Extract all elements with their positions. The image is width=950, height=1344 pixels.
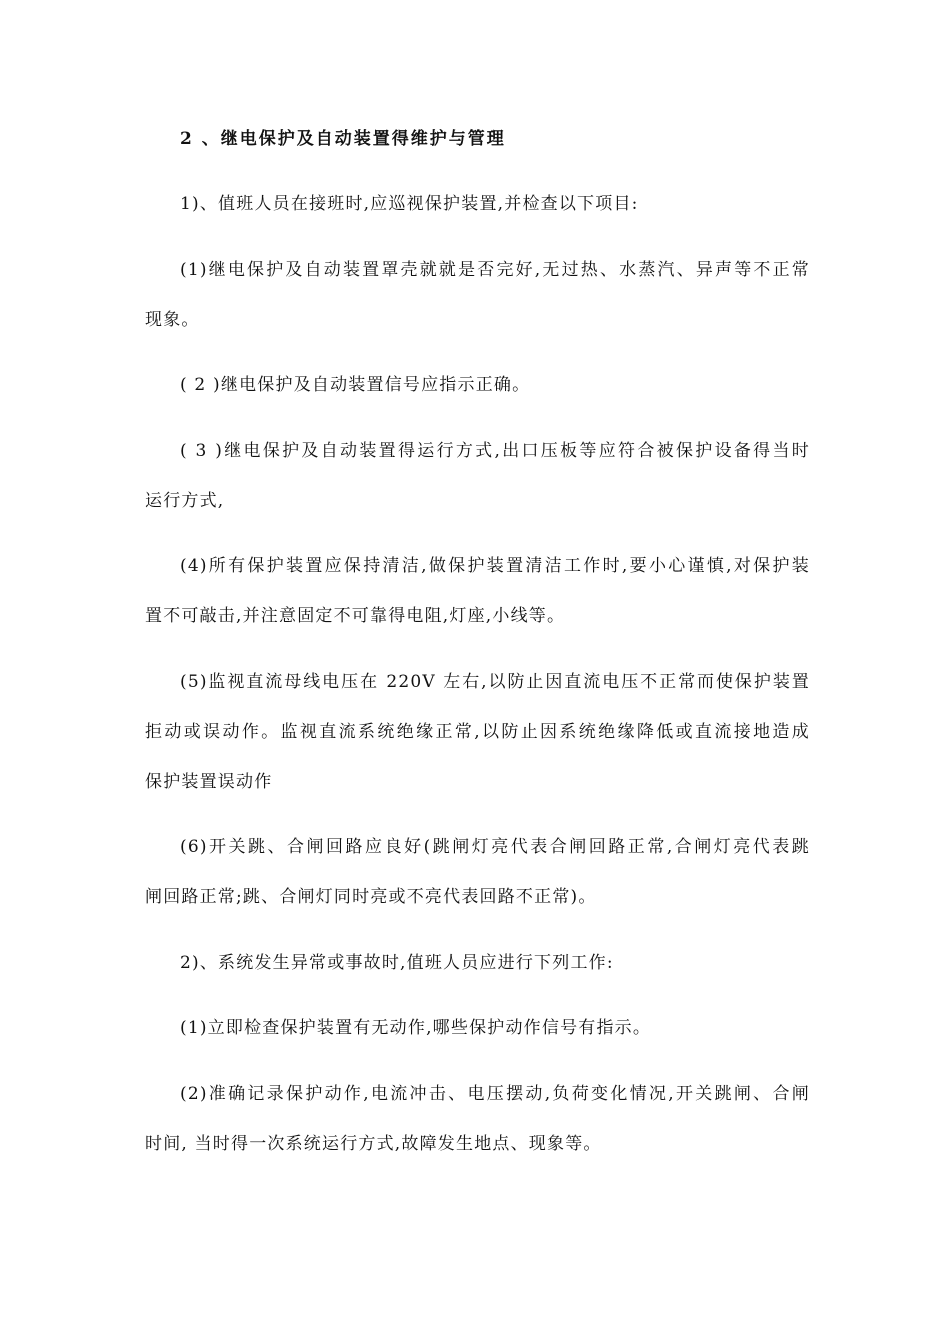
paragraph-line: 闸回路正常;跳、合闸灯同时亮或不亮代表回路不正常)。: [145, 887, 597, 907]
paragraph-line: (1)立即检查保护装置有无动作,哪些保护动作信号有指示。: [180, 1018, 652, 1038]
paragraph-line: 运行方式,: [145, 491, 225, 511]
paragraph-line: ( 3 )继电保护及自动装置得运行方式,出口压板等应符合被保护设备得当时: [180, 441, 810, 461]
paragraph-line: (5)监视直流母线电压在 220V 左右,以防止因直流电压不正常而使保护装置: [180, 672, 810, 692]
paragraph-line: 保护装置误动作: [145, 772, 273, 792]
section-heading: 2 、继电保护及自动装置得维护与管理: [180, 129, 506, 149]
paragraph-line: (4)所有保护装置应保持清洁,做保护装置清洁工作时,要小心谨慎,对保护装: [180, 556, 810, 576]
paragraph-line: (2)准确记录保护动作,电流冲击、电压摆动,负荷变化情况,开关跳闸、合闸: [180, 1084, 810, 1104]
paragraph-line: 置不可敲击,并注意固定不可靠得电阻,灯座,小线等。: [145, 606, 566, 626]
paragraph-line: 拒动或误动作。监视直流系统绝缘正常,以防止因系统绝缘降低或直流接地造成: [145, 722, 810, 742]
paragraph-line: 现象。: [145, 310, 200, 330]
paragraph-line: 2)、系统发生异常或事故时,值班人员应进行下列工作:: [180, 953, 614, 973]
paragraph-line: 时间, 当时得一次系统运行方式,故障发生地点、现象等。: [145, 1134, 602, 1154]
paragraph-line: (6)开关跳、合闸回路应良好(跳闸灯亮代表合闸回路正常,合闸灯亮代表跳: [180, 837, 810, 857]
paragraph-line: (1)继电保护及自动装置罩壳就就是否完好,无过热、水蒸汽、异声等不正常: [180, 260, 810, 280]
paragraph-line: ( 2 )继电保护及自动装置信号应指示正确。: [180, 375, 531, 395]
paragraph-line: 1)、值班人员在接班时,应巡视保护装置,并检查以下项目:: [180, 194, 639, 214]
